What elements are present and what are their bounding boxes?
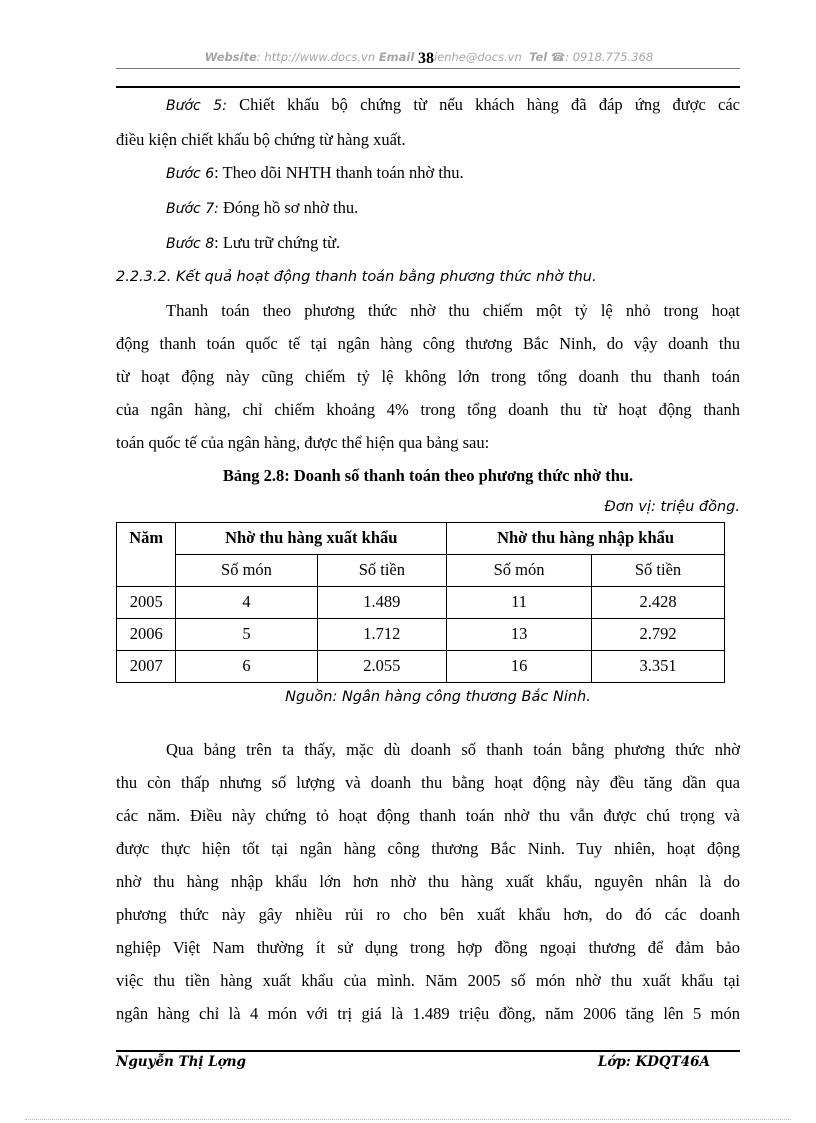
step-text: Chiết khấu bộ chứng từ nếu khách hàng đã đáp ứng được các [226,95,740,114]
paragraph-line: toán quốc tế của ngân hàng, được thể hiện qua bảng sau: [116,433,490,452]
website-label: Website [204,50,257,64]
website-url[interactable]: : http://www.docs.vn [256,50,376,64]
cell-export-amount: 1.489 [317,587,447,619]
analysis-paragraph [116,733,740,1030]
cell-year: 2006 [117,619,176,651]
footer-rule [116,1050,740,1052]
cell-import-count: 13 [447,619,592,651]
sub-count-header: Số món [176,555,317,587]
step-8 [116,226,740,261]
paragraph-line: được thực hiện tốt tại ngân hàng công thương Bắc Ninh. Tuy nhiên, hoạt động [116,839,740,858]
step-5 [116,88,740,123]
table-title: Bảng 2.8: Doanh số thanh toán theo phương thức nhờ thu. [222,466,634,485]
intro-paragraph [116,294,740,459]
tel-label: Tel [529,50,548,64]
table-unit: Đơn vị: triệu đồng. [604,499,740,515]
page-header [118,48,740,66]
tel-number: : 0918.775.368 [565,50,654,64]
col-export-header: Nhờ thu hàng xuất khẩu [176,523,447,555]
sub-count-header: Số món [447,555,592,587]
step-6 [116,156,740,191]
footer-class: Lớp: KDQT46A [597,1054,710,1070]
paragraph-line: việc thu tiền hàng xuất khẩu của mình. Năm 2005 số món nhờ thu xuất khẩu tại [116,971,740,990]
cell-export-amount: 1.712 [317,619,447,651]
paragraph-line: Qua bảng trên ta thấy, mặc dù doanh số thanh toán bằng phương thức nhờ [166,740,740,759]
page-number: 38 [417,50,434,67]
step-5-continued: điều kiện chiết khấu bộ chứng từ hàng xuất. [116,130,406,149]
cell-export-count: 4 [176,587,317,619]
page-edge-dots [25,1119,791,1120]
table-row [117,619,725,651]
cell-import-amount: 2.428 [592,587,725,619]
paragraph-line: thu còn thấp nhưng số lượng và doanh thu bằng hoạt động này đều tăng dần qua [116,773,740,792]
paragraph-line: phương thức này gây nhiều rủi ro cho bên xuất khẩu hơn, do đó các doanh [116,905,740,924]
step-label: Bước 6 [166,166,215,182]
step-label: Bước 8 [166,236,215,252]
step-text: : Lưu trữ chứng từ. [214,233,341,252]
table-row [117,587,725,619]
cell-import-count: 11 [447,587,592,619]
cell-export-count: 5 [176,619,317,651]
table-source: Nguồn: Ngân hàng công thương Bắc Ninh. [285,689,591,705]
collection-table [116,522,725,683]
paragraph-line: của ngân hàng, chỉ chiếm khoảng 4% trong tổng doanh thu từ hoạt động thanh [116,400,740,419]
cell-year: 2005 [117,587,176,619]
step-7 [116,191,740,226]
table-header-row [117,523,725,555]
paragraph-line: các năm. Điều này chứng tỏ hoạt động thanh toán nhờ thu vẫn được chú trọng và [116,806,740,825]
paragraph-line: nghiệp Việt Nam thường ít sử dụng trong hợp đồng ngoại thương để đảm bảo [116,938,740,957]
paragraph-line: từ hoạt động này cũng chiếm tỷ lệ không lớn trong tổng doanh thu thanh toán [116,367,740,386]
paragraph-line: động thanh toán quốc tế tại ngân hàng công thương Bắc Ninh, do vậy doanh thu [116,334,740,353]
cell-import-amount: 3.351 [592,651,725,683]
cell-export-count: 6 [176,651,317,683]
cell-year: 2007 [117,651,176,683]
header-rule [116,68,740,69]
paragraph-line: Thanh toán theo phương thức nhờ thu chiếm một tỷ lệ nhỏ trong hoạt [166,301,740,320]
email-label: Email [378,50,415,64]
spacer [116,711,740,733]
page-body [116,88,740,1030]
col-import-header: Nhờ thu hàng nhập khẩu [447,523,725,555]
step-text: Đóng hồ sơ nhờ thu. [218,198,359,217]
table-subheader-row [117,555,725,587]
step-text: : Theo dõi NHTH thanh toán nhờ thu. [214,163,464,182]
step-label: Bước 5: [166,98,227,114]
sub-amount-header: Số tiền [592,555,725,587]
sub-amount-header: Số tiền [317,555,447,587]
cell-import-amount: 2.792 [592,619,725,651]
cell-import-count: 16 [447,651,592,683]
table-row [117,651,725,683]
section-heading: 2.2.3.2. Kết quả hoạt động thanh toán bằng phương thức nhờ thu. [116,269,597,285]
email-address[interactable]: ienhe@docs.vn [433,50,522,64]
phone-icon: ☎ [550,50,566,64]
paragraph-line: ngân hàng chỉ là 4 món với trị giá là 1.489 triệu đồng, năm 2006 tăng lên 5 món [116,1004,740,1023]
col-year-header: Năm [117,523,176,587]
paragraph-line: nhờ thu hàng nhập khẩu lớn hơn nhờ thu hàng xuất khẩu, nguyên nhân là do [116,872,740,891]
cell-export-amount: 2.055 [317,651,447,683]
footer-author: Nguyễn Thị Lợng [116,1054,246,1070]
step-label: Bước 7: [166,201,219,217]
